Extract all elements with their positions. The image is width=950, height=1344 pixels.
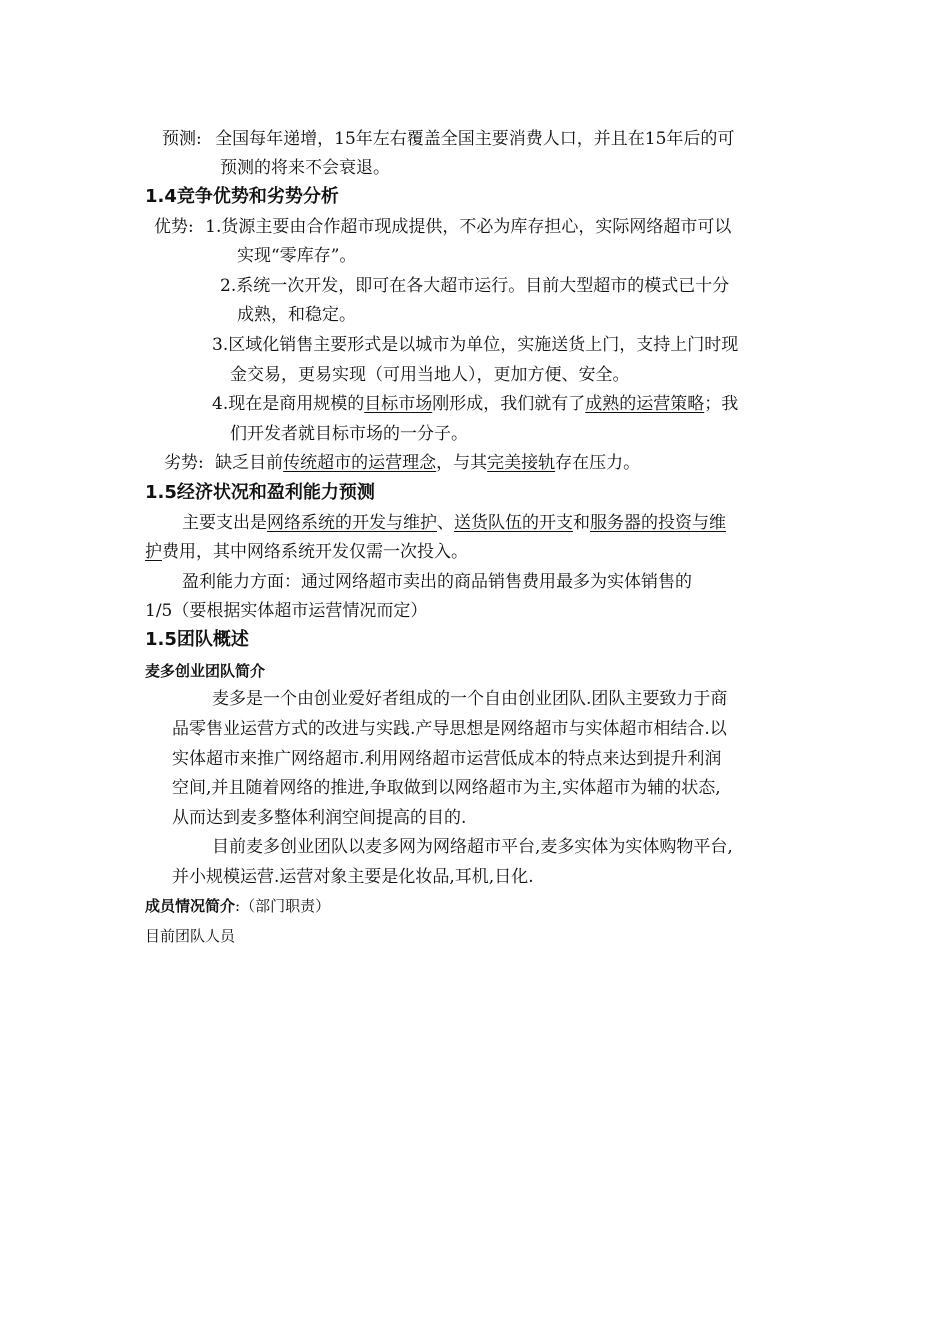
expense-text: 、	[437, 513, 454, 533]
advantage-item-3-line2: 金交易，更易实现（可用当地人），更加方便、安全。	[230, 365, 630, 385]
advantage-item-1-line1: 1.货源主要由合作超市现成提供，不必为库存担心，实际网络超市可以	[205, 217, 732, 237]
section-heading-1-4: 1.4竞争优势和劣势分析	[145, 186, 339, 207]
underlined-mature-strategy: 成熟的运营策略	[585, 394, 705, 414]
underlined-network-system: 网络系统的开发与维护	[267, 513, 437, 533]
expense-text: 和	[573, 513, 590, 533]
team-intro-line5: 从而达到麦多整体利润空间提高的目的.	[172, 808, 467, 828]
disadvantage-text: 存在压力。	[555, 453, 641, 473]
expense-paragraph-line2	[145, 541, 468, 563]
expense-text: 费用，其中网络系统开发仅需一次投入。	[162, 542, 468, 562]
advantage-item-4-text: ；我	[704, 394, 739, 414]
underlined-server-investment: 服务器的投资与维	[590, 513, 726, 533]
advantage-item-2-line1: 2.系统一次开发，即可在各大超市运行。目前大型超市的模式已十分	[220, 276, 730, 296]
members-intro-note: :（部门职责）	[235, 897, 331, 915]
section-heading-1-5-economy: 1.5经济状况和盈利能力预测	[145, 482, 375, 503]
advantage-item-1-line2: 实现“零库存”。	[237, 246, 357, 266]
advantage-item-2-line2: 成熟，和稳定。	[237, 305, 356, 325]
team-platform-line1: 目前麦多创业团队以麦多网为网络超市平台,麦多实体为实体购物平台,	[212, 837, 733, 857]
forecast-label: 预测:	[162, 129, 202, 149]
underlined-delivery-team: 送货队伍的开支	[454, 513, 573, 533]
forecast-line1: 全国每年递增，15年左右覆盖全国主要消费人口，并且在15年后的可	[215, 129, 735, 149]
advantage-item-4-line1	[212, 393, 738, 415]
expense-paragraph-line1	[182, 512, 726, 534]
advantage-row-1	[154, 216, 731, 238]
advantage-item-4-line2: 们开发者就目标市场的一分子。	[230, 424, 468, 444]
underlined-target-market: 目标市场	[364, 394, 433, 414]
underlined-server-investment-end: 护	[145, 542, 162, 562]
current-members-label: 目前团队人员	[145, 927, 236, 945]
forecast-line2: 预测的将来不会衰退。	[220, 158, 390, 178]
advantage-label: 优势:	[154, 217, 194, 237]
underlined-traditional-concept: 传统超市的运营理念	[283, 453, 437, 473]
members-intro-label: 成员情况简介	[145, 897, 236, 915]
forecast-row	[162, 128, 734, 150]
disadvantage-text: 缺乏目前	[215, 453, 284, 473]
profit-paragraph-line1: 盈利能力方面：通过网络超市卖出的商品销售费用最多为实体销售的	[182, 572, 692, 592]
team-intro-line1: 麦多是一个由创业爱好者组成的一个自由创业团队.团队主要致力于商	[212, 689, 728, 709]
underlined-perfect-fit: 完美接轨	[487, 453, 556, 473]
section-heading-1-5-team: 1.5团队概述	[145, 629, 249, 650]
advantage-item-3-line1: 3.区域化销售主要形式是以城市为单位，实施送货上门，支持上门时现	[212, 335, 739, 355]
team-intro-subheading: 麦多创业团队简介	[145, 662, 266, 680]
disadvantage-text: ，与其	[436, 453, 488, 473]
profit-paragraph-line2: 1/5（要根据实体超市运营情况而定）	[145, 601, 428, 621]
team-platform-line2: 并小规模运营.运营对象主要是化妆品,耳机,日化.	[172, 867, 534, 887]
members-intro-row	[145, 895, 330, 917]
expense-text: 主要支出是	[182, 513, 267, 533]
team-intro-line4: 空间,并且随着网络的推进,争取做到以网络超市为主,实体超市为辅的状态,	[172, 778, 721, 798]
disadvantage-row	[164, 452, 640, 474]
advantage-item-4-text: 刚形成，我们就有了	[432, 394, 586, 414]
advantage-item-4-text: 4.现在是商用规模的	[212, 394, 365, 414]
team-intro-line3: 实体超市来推广网络超市.利用网络超市运营低成本的特点来达到提升利润	[172, 749, 722, 769]
team-intro-line2: 品零售业运营方式的改进与实践.产导思想是网络超市与实体超市相结合.以	[172, 719, 727, 739]
disadvantage-label: 劣势:	[164, 453, 204, 473]
